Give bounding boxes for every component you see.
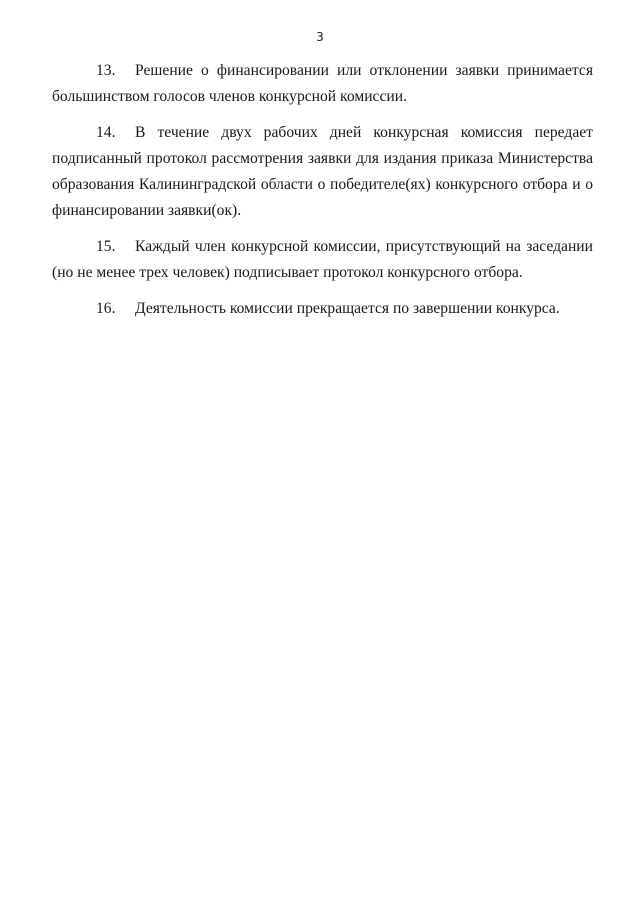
paragraph-16 bbox=[52, 296, 593, 322]
paragraph-number: 13. bbox=[96, 62, 116, 79]
paragraph-text: В течение двух рабочих дней конкурсная комиссия передает подписанный протокол рассмотрения заявки для издания приказа Министерства образования Калининградской области о победителе(ях) конкурсного отбора и о финансировании заявки(ок). bbox=[52, 124, 593, 219]
paragraph-text: Решение о финансировании или отклонении заявки принимается большинством голосов членов конкурсной комиссии. bbox=[52, 62, 593, 105]
page-number: 3 bbox=[316, 30, 324, 44]
paragraph-14 bbox=[52, 120, 593, 224]
paragraph-number: 14. bbox=[96, 124, 116, 141]
paragraph-number: 15. bbox=[96, 238, 116, 255]
paragraph-text: Деятельность комиссии прекращается по завершении конкурса. bbox=[135, 300, 560, 317]
paragraph-text: Каждый член конкурсной комиссии, присутствующий на заседании (но не менее трех человек) подписывает протокол конкурсного отбора. bbox=[52, 238, 593, 281]
paragraph-13 bbox=[52, 58, 593, 110]
paragraph-number: 16. bbox=[96, 300, 116, 317]
paragraph-15 bbox=[52, 234, 593, 286]
document-body bbox=[52, 58, 593, 332]
